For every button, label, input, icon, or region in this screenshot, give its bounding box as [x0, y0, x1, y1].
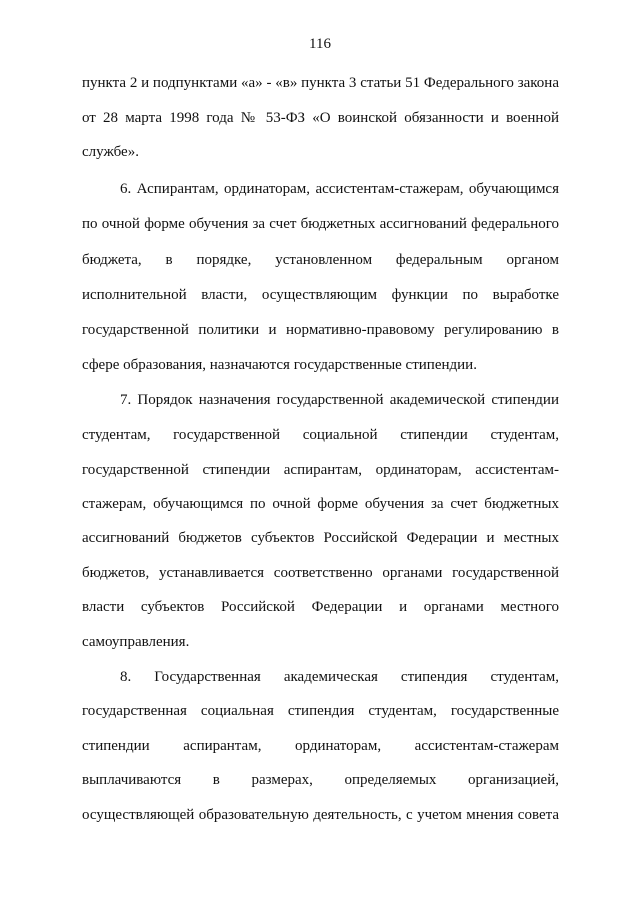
- text-line: государственная социальная стипендия студентам, государственные: [82, 703, 559, 719]
- text-line: сфере образования, назначаются государственные стипендии.: [82, 357, 477, 373]
- text-line: пункта 2 и подпунктами «а» - «в» пункта 3 статьи 51 Федерального закона: [82, 75, 559, 91]
- text-line: исполнительной власти, осуществляющим функции по выработке: [82, 287, 559, 303]
- text-line: стипендии аспирантам, ординаторам, ассистентам-стажерам: [82, 738, 559, 754]
- text-line: государственной политики и нормативно-правовому регулированию в: [82, 322, 559, 338]
- paragraph-6-first-line: 6. Аспирантам, ординаторам, ассистентам-стажерам, обучающимся: [120, 181, 559, 197]
- text-line: власти субъектов Российской Федерации и органами местного: [82, 599, 559, 615]
- text-line: стажерам, обучающимся по очной форме обучения за счет бюджетных: [82, 496, 559, 512]
- paragraph-7-first-line: 7. Порядок назначения государственной академической стипендии: [120, 392, 559, 408]
- text-line: выплачиваются в размерах, определяемых организацией,: [82, 772, 559, 788]
- paragraph-8-first-line: 8. Государственная академическая стипендия студентам,: [120, 669, 559, 685]
- text-line: осуществляющей образовательную деятельность, с учетом мнения совета: [82, 807, 559, 823]
- text-line: службе».: [82, 144, 139, 160]
- text-line: по очной форме обучения за счет бюджетных ассигнований федерального: [82, 216, 559, 232]
- text-line: государственной стипендии аспирантам, ординаторам, ассистентам-: [82, 462, 559, 478]
- page-number: 116: [309, 36, 331, 52]
- text-line: бюджета, в порядке, установленном федеральным органом: [82, 252, 559, 268]
- text-line: самоуправления.: [82, 634, 190, 650]
- text-line: от 28 марта 1998 года № 53-ФЗ «О воинской обязанности и военной: [82, 110, 559, 126]
- text-line: студентам, государственной социальной стипендии студентам,: [82, 427, 559, 443]
- text-line: ассигнований бюджетов субъектов Российской Федерации и местных: [82, 530, 559, 546]
- text-line: бюджетов, устанавливается соответственно органами государственной: [82, 565, 559, 581]
